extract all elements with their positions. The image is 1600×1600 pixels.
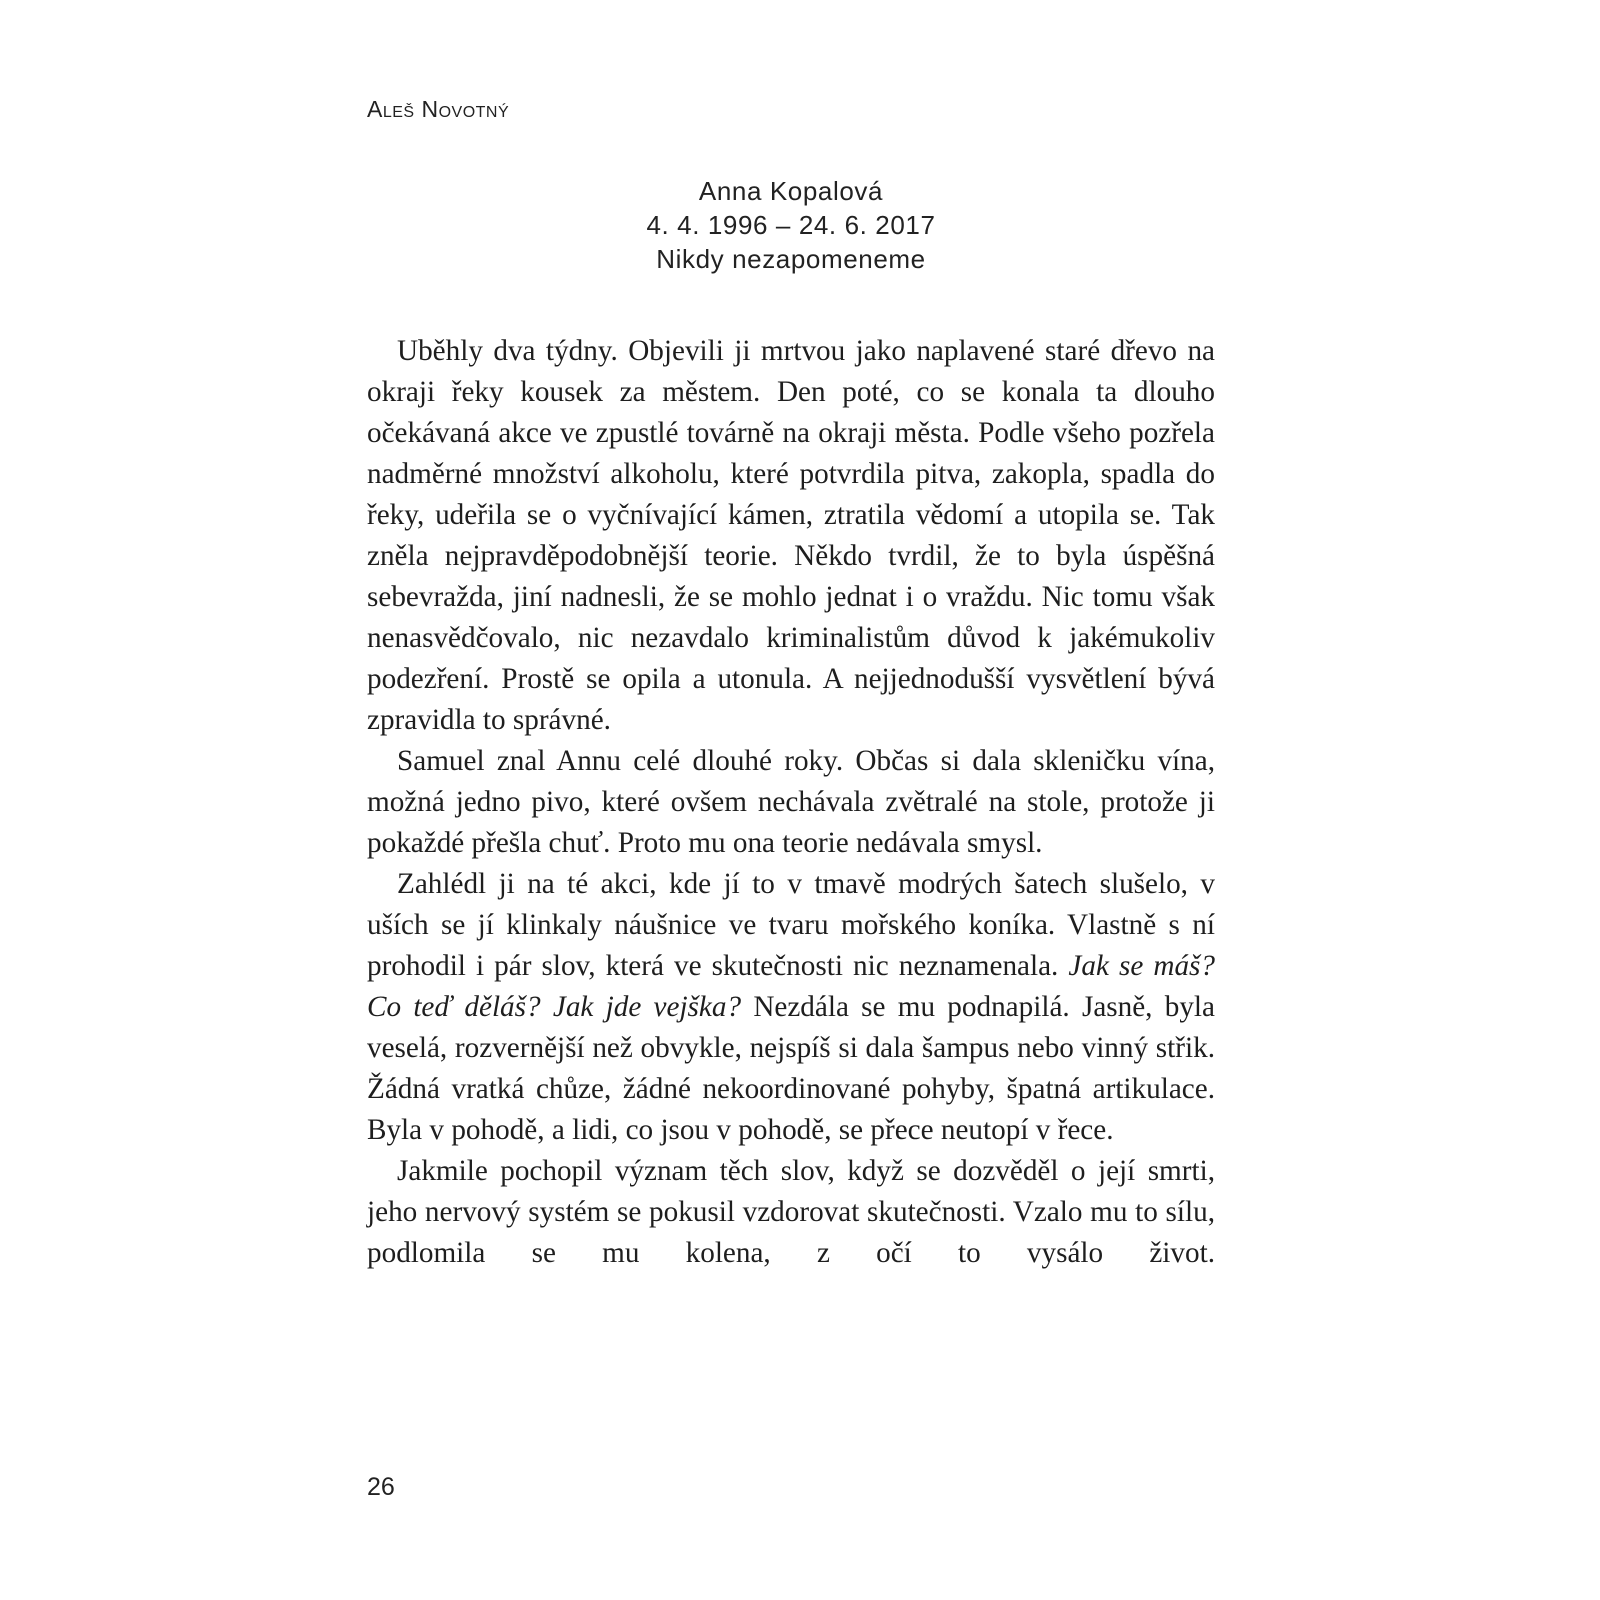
paragraph-3-text-end: Nezdála se mu podnapilá. Jasně, byla veselá, rozvernější než obvykle, nejspíš si dala šampus nebo vinný střik. Žádná vratká chůze, žádné nekoordinované pohyby, špatná artikulace. Byla v pohodě, a lidi, co jsou v pohodě, se přece neutopí v řece. [367,991,1215,1146]
paragraph-3 [367,864,1215,1151]
epitaph [367,174,1215,276]
body-text [367,331,1215,1274]
epitaph-name: Anna Kopalová [698,176,884,206]
paragraph-4: Jakmile pochopil význam těch slov, když se dozvěděl o její smrti, jeho nervový systém se pokusil vzdorovat skutečnosti. Vzalo mu to sílu, podlomila se mu kolena, z očí to vysálo život. [367,1155,1215,1269]
page-number: 26 [367,1473,395,1501]
paragraph-1: Uběhly dva týdny. Objevili ji mrtvou jako naplavené staré dřevo na okraji řeky kousek za městem. Den poté, co se konala ta dlouho očekávaná akce ve zpustlé továrně na okraji města. Podle všeho pozřela nadměrné množství alkoholu, které potvrdila pitva, zakopla, spadla do řeky, udeřila se o vyčnívající kámen, ztratila vědomí a utopila se. Tak zněla nejpravděpodobnější teorie. Někdo tvrdil, že to byla úspěšná sebevražda, jiní nadnesli, že se mohlo jednat i o vraždu. Nic tomu však nenasvědčovalo, nic nezavdalo kriminalistům důvod k jakémukoliv podezření. Prostě se opila a utonula. A nejjednodušší vysvětlení bývá zpravidla to správné. [367,335,1215,736]
running-head-author: Aleš Novotný [367,96,510,122]
paragraph-3-text-start: Zahlédl ji na té akci, kde jí to v tmavě modrých šatech slušelo, v uších se jí klinkaly náušnice ve tvaru mořského koníka. Vlastně s ní prohodil i pár slov, která ve skutečnosti nic neznamenala. [367,868,1215,982]
paragraph-3-italic-dialogue: Jak se máš? Co teď děláš? Jak jde vejška? [367,950,1215,1023]
epitaph-dates: 4. 4. 1996 – 24. 6. 2017 [646,210,936,240]
paragraph-2: Samuel znal Annu celé dlouhé roky. Občas si dala skleničku vína, možná jedno pivo, které ovšem nechávala zvětralé na stole, protože ji pokaždé přešla chuť. Proto mu ona teorie nedávala smysl. [367,745,1215,859]
epitaph-motto: Nikdy nezapomeneme [656,244,926,274]
